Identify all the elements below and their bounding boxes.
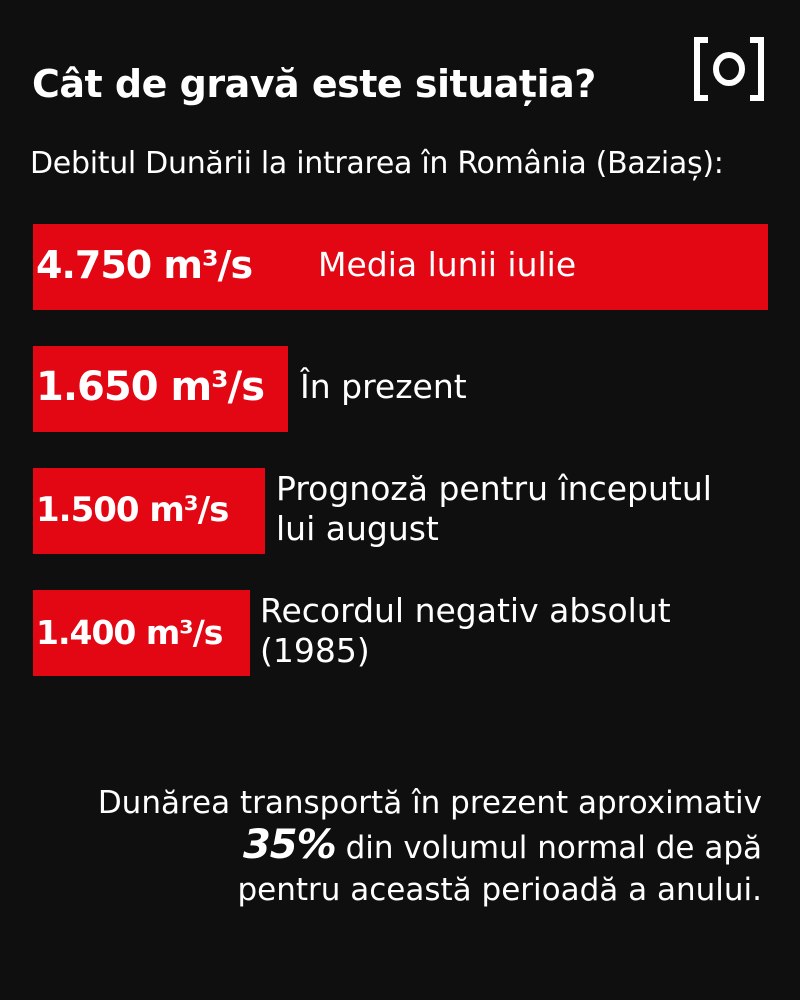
bar-category-label-line: În prezent xyxy=(300,367,467,406)
bar-value-label-4: 1.400 m³/s xyxy=(36,612,223,652)
bar-category-label-line: lui august xyxy=(276,509,439,548)
bar-category-label-4 xyxy=(260,591,671,671)
footnote-line-2-text: din volumul normal de apă xyxy=(335,830,762,866)
bar-category-label-3 xyxy=(276,469,712,549)
bar-category-label-1 xyxy=(318,245,576,285)
footnote-line-2 xyxy=(62,824,762,869)
footnote-line-3: pentru această perioadă a anului. xyxy=(237,872,762,908)
bar-category-label-line: Prognoză pentru începutul xyxy=(276,469,712,508)
bar-category-label-line: (1985) xyxy=(260,631,370,670)
footnote-line-1: Dunărea transportă în prezent aproximativ xyxy=(97,785,762,821)
bar-category-label-line: Recordul negativ absolut xyxy=(260,591,671,630)
bracket-o-logo-icon xyxy=(694,36,764,102)
bar-value-label-2: 1.650 m³/s xyxy=(36,364,265,411)
footnote-percent: 35% xyxy=(242,822,336,868)
footnote xyxy=(62,782,762,911)
chart-subtitle: Debitul Dunării la intrarea în România (Baziaș): xyxy=(30,146,724,181)
bar-category-label-line: Media lunii iulie xyxy=(318,245,577,284)
bar-value-label-3: 1.500 m³/s xyxy=(36,489,229,530)
bar-value-label-1: 4.750 m³/s xyxy=(36,243,253,288)
page-title: Cât de gravă este situația? xyxy=(32,62,596,106)
bar-category-label-2 xyxy=(300,367,467,407)
